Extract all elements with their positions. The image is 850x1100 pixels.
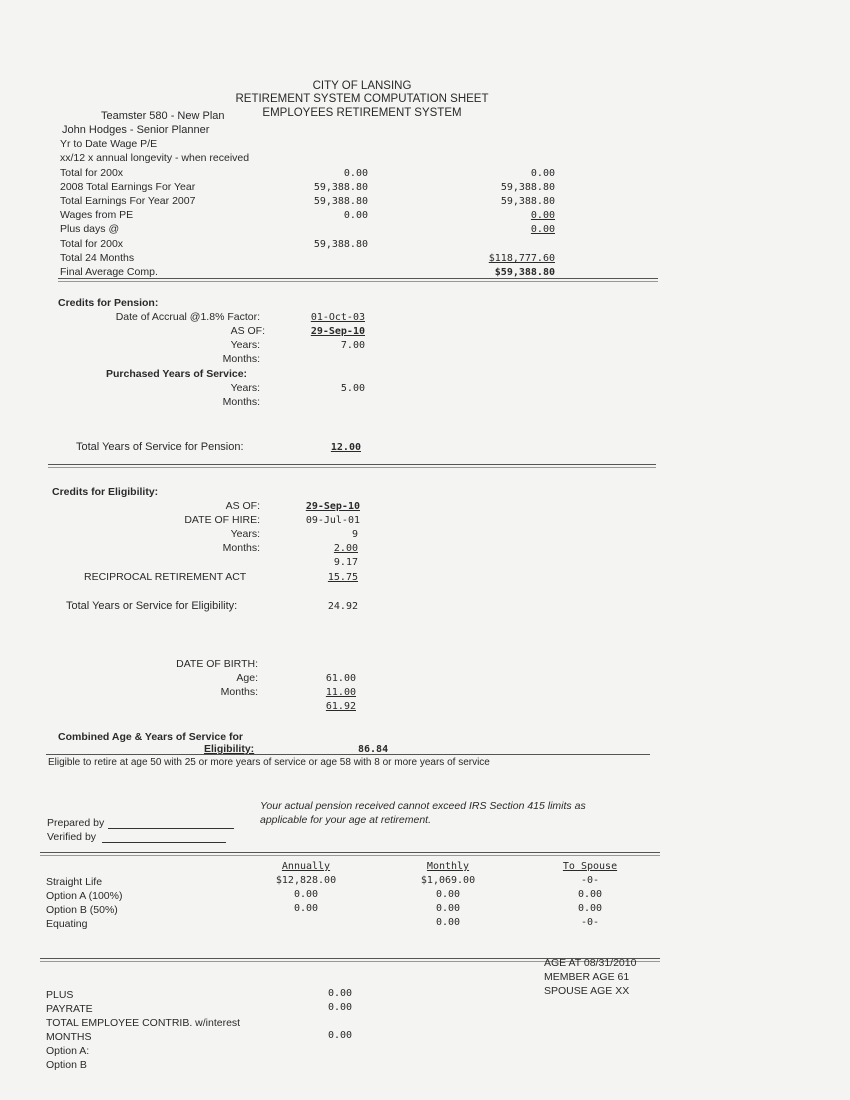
- accrual-date-value: 01-Oct-03: [310, 312, 365, 323]
- age-total-value: 61.92: [325, 701, 356, 712]
- prepared-by-label: Prepared by: [47, 817, 105, 829]
- date-of-birth-label: DATE OF BIRTH:: [176, 658, 258, 670]
- spouse-age: SPOUSE AGE XX: [544, 985, 630, 997]
- date-of-hire-value: 09-Jul-01: [305, 515, 360, 526]
- option-b-spouse: 0.00: [577, 903, 603, 914]
- city-name: CITY OF LANSING: [312, 80, 412, 92]
- eligibility-total-value: 24.92: [327, 601, 358, 612]
- eligibility-months-label: Months:: [222, 542, 260, 554]
- pension-years-value: 7.00: [340, 340, 365, 351]
- sheet-title: RETIREMENT SYSTEM COMPUTATION SHEET: [235, 93, 489, 105]
- divider-benefits: [40, 852, 660, 856]
- pension-heading: Credits for Pension:: [58, 297, 159, 309]
- pension-total-label: Total Years of Service for Pension:: [76, 441, 244, 453]
- divider-earnings: [58, 278, 658, 282]
- wages-pe-label: Wages from PE: [60, 209, 134, 221]
- option-a-annually: 0.00: [293, 889, 319, 900]
- eligibility-months-value: 2.00: [333, 543, 358, 554]
- col2-total-200x: 0.00: [530, 168, 555, 179]
- employee-name: John Hodges - Senior Planner: [62, 124, 210, 136]
- combined-label-line1: Combined Age & Years of Service for: [58, 731, 243, 743]
- purchased-years-value: 5.00: [340, 383, 365, 394]
- verified-by-line[interactable]: [102, 842, 226, 843]
- combined-value: 86.84: [358, 744, 389, 755]
- col1-earnings-2008: 59,388.80: [313, 182, 368, 193]
- eligibility-total-label: Total Years or Service for Eligibility:: [66, 600, 238, 612]
- straight-life-annually: $12,828.00: [275, 875, 337, 886]
- col2-plus-days: 0.00: [530, 224, 555, 235]
- col1-earnings-2007: 59,388.80: [313, 196, 368, 207]
- straight-life-monthly: $1,069.00: [420, 875, 476, 886]
- accrual-date-label: Date of Accrual @1.8% Factor:: [115, 311, 260, 323]
- pension-years-label: Years:: [230, 339, 260, 351]
- total-24-months-label: Total 24 Months: [60, 252, 135, 264]
- equating-spouse: -0-: [580, 917, 600, 928]
- plus-value: 0.00: [328, 988, 353, 999]
- age-label: Age:: [236, 672, 258, 684]
- eligibility-years-value: 9: [351, 529, 358, 540]
- option-b-monthly: 0.00: [435, 903, 461, 914]
- col1-total-200x-b: 59,388.80: [313, 239, 368, 250]
- eligibility-years-label: Years:: [230, 528, 260, 540]
- purchased-months-label: Months:: [222, 396, 260, 408]
- system-name: EMPLOYEES RETIREMENT SYSTEM: [262, 107, 462, 119]
- employee-contrib-label: TOTAL EMPLOYEE CONTRIB. w/interest: [46, 1017, 241, 1029]
- irs-notice-line2: applicable for your age at retirement.: [260, 814, 432, 826]
- option-a-monthly: 0.00: [435, 889, 461, 900]
- pension-months-label: Months:: [222, 353, 260, 365]
- row-label-option-b: Option B (50%): [46, 904, 118, 916]
- irs-notice-line1: Your actual pension received cannot exceed IRS Section 415 limits as: [260, 800, 586, 812]
- purchased-years-label: Years:: [230, 382, 260, 394]
- equating-monthly: 0.00: [435, 917, 461, 928]
- age-months-value: 11.00: [325, 687, 356, 698]
- prepared-by-line[interactable]: [108, 828, 234, 829]
- earnings-2007-label: Total Earnings For Year 2007: [60, 195, 196, 207]
- pension-as-of-value: 29-Sep-10: [310, 326, 365, 337]
- col1-wages-pe: 0.00: [343, 210, 368, 221]
- row-label-straight-life: Straight Life: [46, 876, 103, 888]
- option-b-label: Option B: [46, 1059, 87, 1071]
- combined-label-line2: Eligibility:: [204, 743, 255, 755]
- payrate-value: 0.00: [328, 1002, 353, 1013]
- longevity-label: xx/12 x annual longevity - when received: [60, 152, 250, 164]
- age-months-label: Months:: [220, 686, 258, 698]
- plus-days-label: Plus days @: [60, 223, 120, 235]
- reciprocal-act-value: 15.75: [327, 572, 358, 583]
- straight-life-spouse: -0-: [580, 875, 600, 886]
- final-average-comp-label: Final Average Comp.: [60, 266, 158, 278]
- pension-total-value: 12.00: [330, 442, 361, 453]
- purchased-heading: Purchased Years of Service:: [106, 368, 248, 380]
- col2-final-average-comp: $59,388.80: [494, 267, 555, 278]
- option-a-label: Option A:: [46, 1045, 90, 1057]
- total-200x-label: Total for 200x: [60, 167, 124, 179]
- date-of-hire-label: DATE OF HIRE:: [184, 514, 260, 526]
- payrate-label: PAYRATE: [46, 1003, 93, 1015]
- eligibility-heading: Credits for Eligibility:: [52, 486, 159, 498]
- option-b-annually: 0.00: [293, 903, 319, 914]
- eligibility-rule: Eligible to retire at age 50 with 25 or more years of service or age 58 with 8 or more years of service: [48, 757, 490, 768]
- months-label: MONTHS: [46, 1031, 92, 1043]
- verified-by-label: Verified by: [47, 831, 97, 843]
- plan-name: Teamster 580 - New Plan: [101, 110, 225, 122]
- reciprocal-act-label: RECIPROCAL RETIREMENT ACT: [84, 571, 247, 583]
- row-label-equating: Equating: [46, 918, 88, 930]
- months-value: 0.00: [328, 1030, 353, 1041]
- eligibility-months-decimal: 9.17: [333, 557, 358, 568]
- divider-combined: [46, 754, 650, 755]
- ytd-wage-label: Yr to Date Wage P/E: [60, 138, 158, 150]
- header-to-spouse: To Spouse: [562, 861, 618, 872]
- col2-total-24-months: $118,777.60: [488, 253, 555, 264]
- row-label-option-a: Option A (100%): [46, 890, 123, 902]
- divider-pension: [48, 464, 656, 468]
- col2-earnings-2007: 59,388.80: [500, 196, 555, 207]
- total-200x-b-label: Total for 200x: [60, 238, 124, 250]
- age-at-date: AGE AT 08/31/2010: [544, 957, 637, 969]
- header-annually: Annually: [281, 861, 331, 872]
- col1-total-200x: 0.00: [343, 168, 368, 179]
- eligibility-as-of-value: 29-Sep-10: [305, 501, 360, 512]
- pension-as-of-label: AS OF:: [230, 325, 265, 337]
- plus-label: PLUS: [46, 989, 74, 1001]
- col2-wages-pe: 0.00: [530, 210, 555, 221]
- col2-earnings-2008: 59,388.80: [500, 182, 555, 193]
- header-monthly: Monthly: [426, 861, 470, 872]
- age-value: 61.00: [325, 673, 356, 684]
- earnings-2008-label: 2008 Total Earnings For Year: [60, 181, 196, 193]
- eligibility-as-of-label: AS OF:: [225, 500, 260, 512]
- option-a-spouse: 0.00: [577, 889, 603, 900]
- member-age: MEMBER AGE 61: [544, 971, 630, 983]
